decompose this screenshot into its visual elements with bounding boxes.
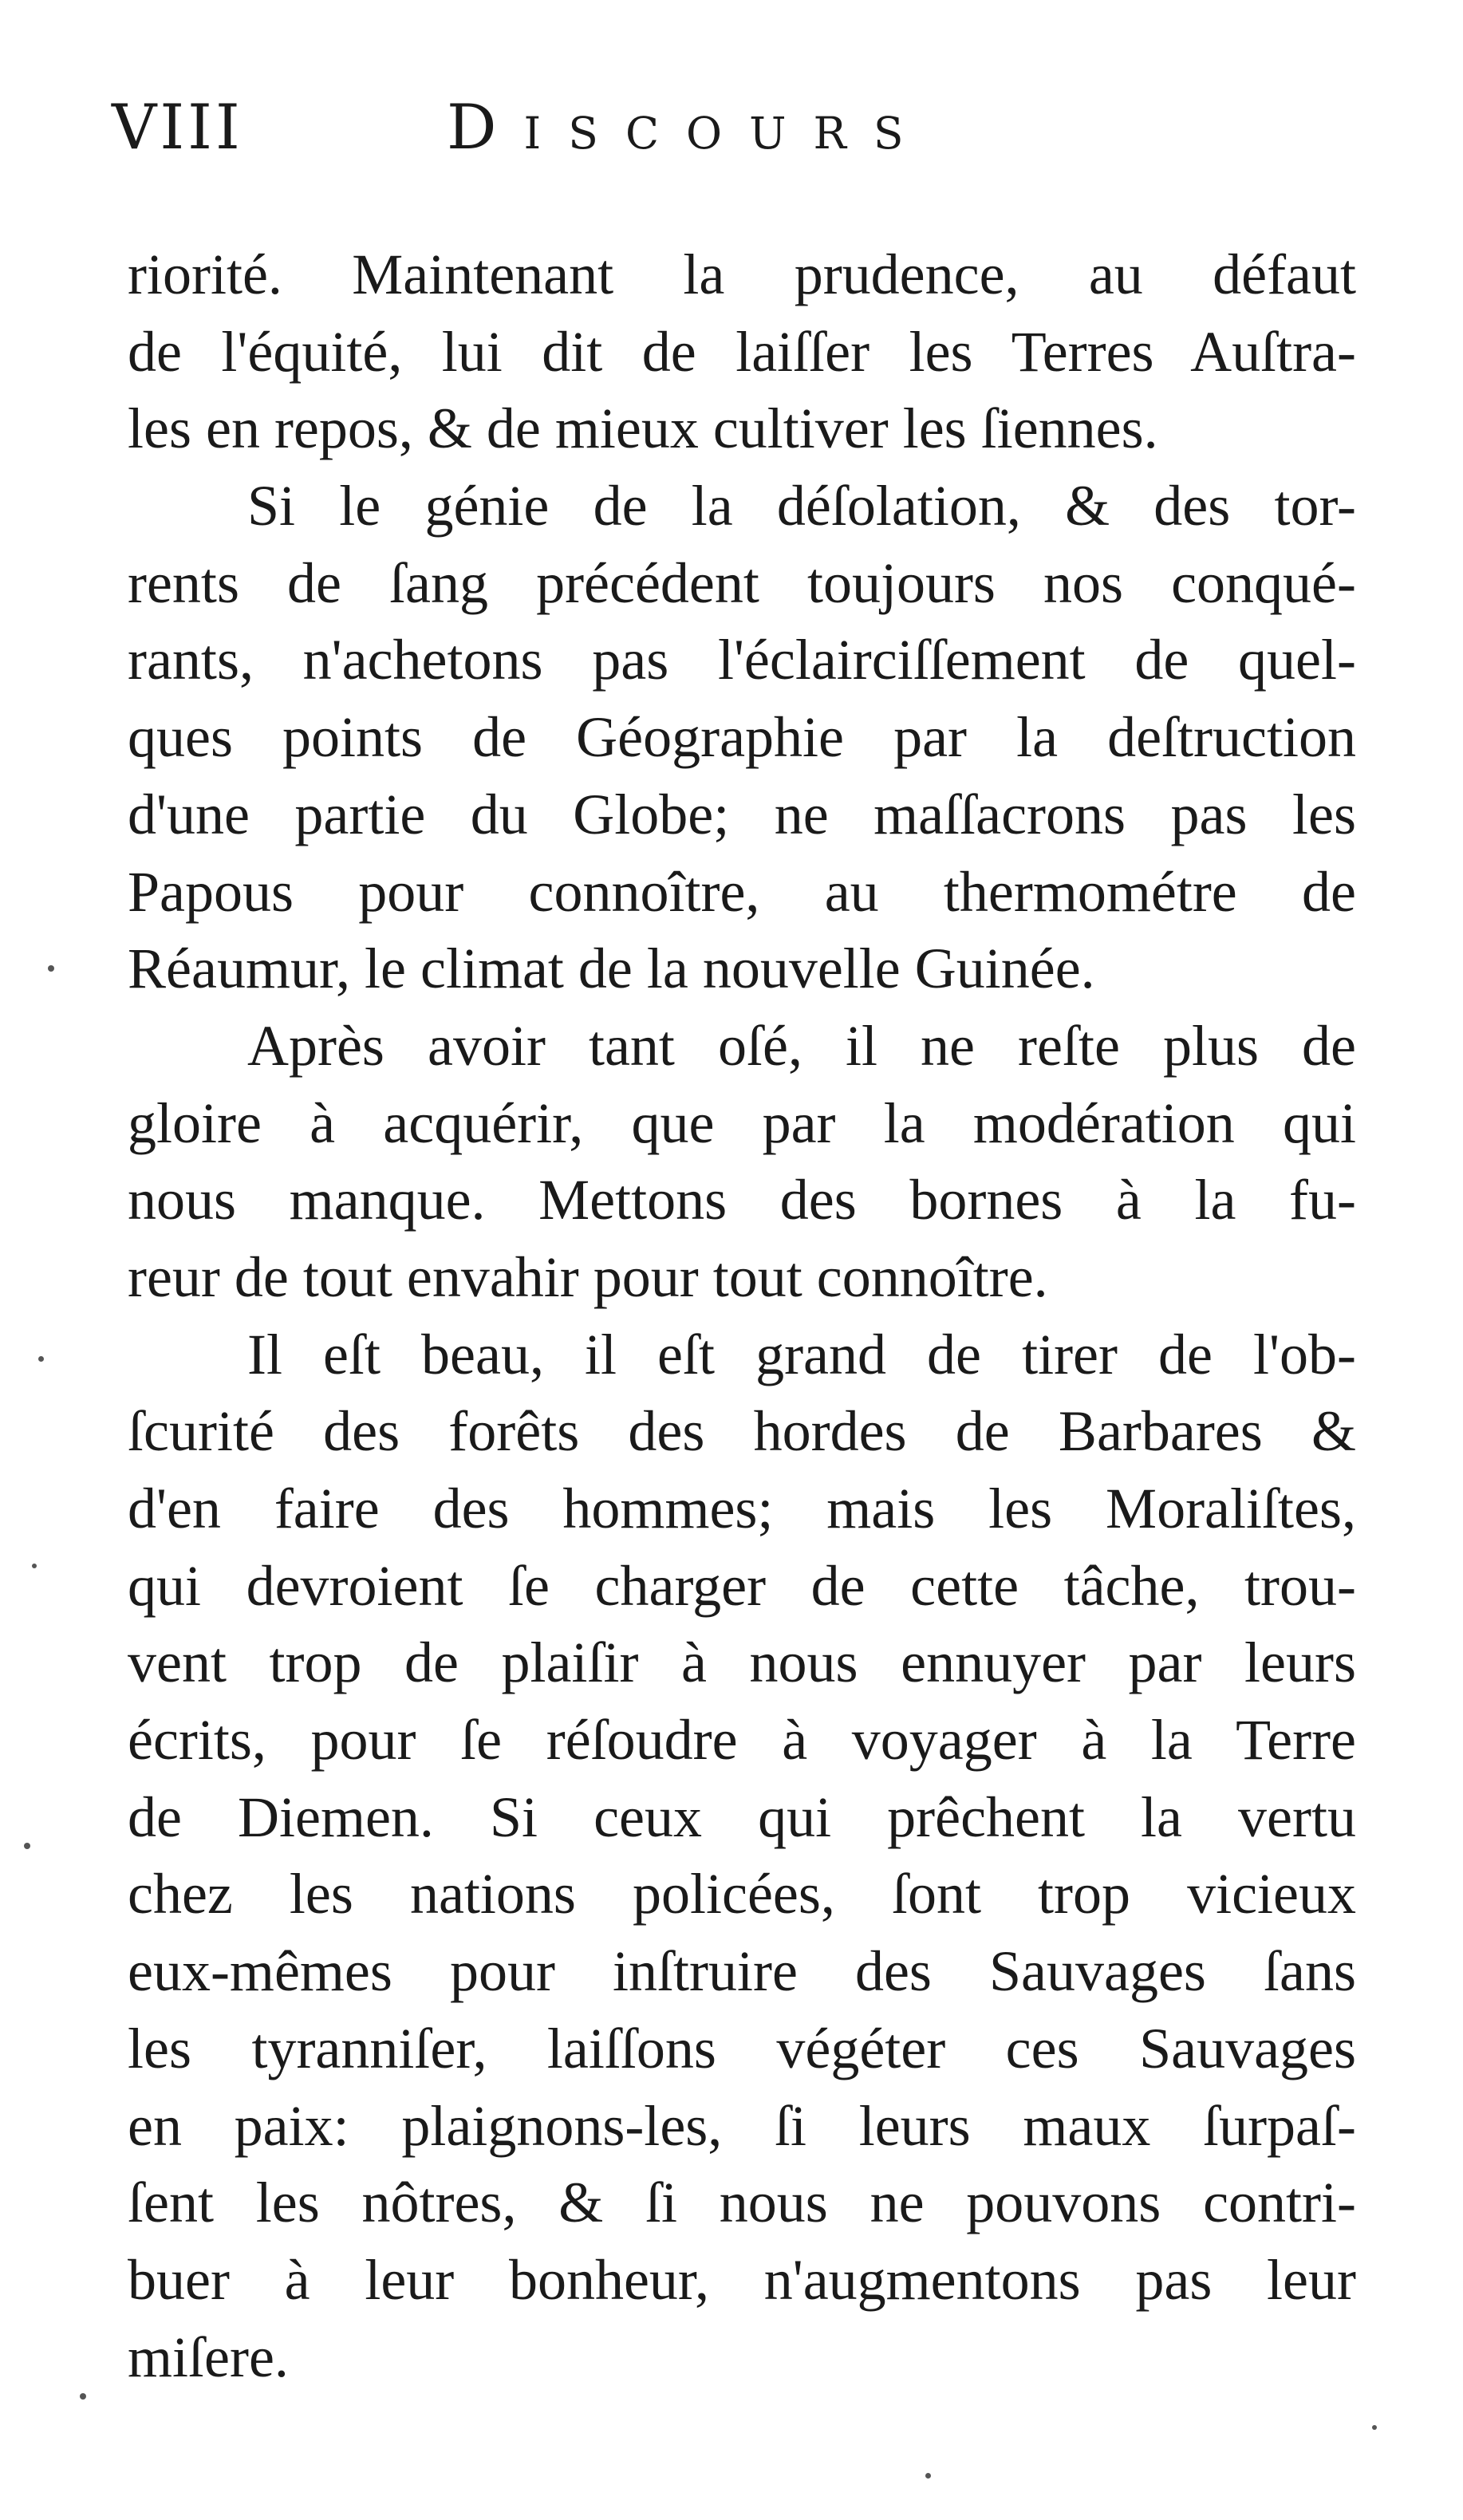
- paragraph-continuation: [128, 236, 1356, 467]
- ink-speck: [80, 2393, 86, 2400]
- text-line: gloire à acquérir, que par la modération qui: [128, 1090, 1356, 1155]
- paragraph-moderation: [128, 1008, 1356, 1316]
- text-line: Si le génie de la déſolation, & des tor-: [247, 474, 1356, 538]
- text-line: en paix: plaignons-les, ſi leurs maux ſurpaſ-: [128, 2093, 1356, 2158]
- text-line: nous manque. Mettons des bornes à la fu-: [128, 1168, 1356, 1232]
- text-line: Il eſt beau, il eſt grand de tirer de l'ob-: [247, 1322, 1356, 1386]
- paragraph-desolation: [128, 467, 1356, 1008]
- paragraph-moralists: [128, 1316, 1356, 2396]
- ink-speck: [24, 1843, 30, 1849]
- text-line: Papous pour connoître, au thermométre de: [128, 859, 1356, 924]
- text-line: riorité. Maintenant la prudence, au défaut: [128, 243, 1356, 306]
- ink-speck: [38, 1356, 44, 1362]
- ink-speck: [925, 2473, 931, 2479]
- text-line: d'une partie du Globe; ne maſſacrons pas les: [128, 782, 1356, 846]
- text-line: d'en faire des hommes; mais les Moraliſtes,: [128, 1477, 1356, 1540]
- text-line: Réaumur, le climat de la nouvelle Guinée.: [128, 937, 1095, 1001]
- text-line: reur de tout envahir pour tout connoître.: [128, 1244, 1048, 1309]
- text-line: buer à leur bonheur, n'augmentons pas leur: [128, 2247, 1356, 2312]
- text-line: ques points de Géographie par la deſtruction: [128, 705, 1356, 770]
- ink-speck: [48, 965, 54, 972]
- text-line: les en repos, & de mieux cultiver les ſiennes.: [128, 396, 1158, 461]
- text-line: chez les nations policées, ſont trop vicieux: [128, 1862, 1356, 1926]
- page-number: VIII: [112, 92, 243, 164]
- body-text: [128, 236, 1356, 2396]
- text-line: écrits, pour ſe réſoudre à voyager à la Terre: [128, 1708, 1356, 1773]
- text-line: les tyranniſer, laiſſons végéter ces Sauvages: [128, 2016, 1356, 2080]
- text-line: Après avoir tant oſé, il ne reſte plus de: [247, 1013, 1356, 1078]
- text-line: rents de ſang précédent toujours nos conqué-: [128, 550, 1356, 615]
- text-line: ſent les nôtres, & ſi nous ne pouvons contri-: [128, 2171, 1356, 2235]
- text-line: rants, n'achetons pas l'éclairciſſement de quel-: [128, 628, 1356, 692]
- text-line: qui devroient ſe charger de cette tâche, trou-: [128, 1553, 1356, 1618]
- ink-speck: [32, 1564, 37, 1568]
- text-line: de Diemen. Si ceux qui prêchent la vertu: [128, 1785, 1356, 1849]
- ink-speck: [1372, 2425, 1377, 2430]
- running-head: Discours: [447, 92, 931, 164]
- text-line: vent trop de plaiſir à nous ennuyer par leurs: [128, 1631, 1356, 1695]
- page-header: [112, 88, 1388, 183]
- text-line: miſere.: [128, 2325, 289, 2389]
- text-line: eux-mêmes pour inſtruire des Sauvages ſans: [128, 1939, 1356, 2004]
- text-line: de l'équité, lui dit de laiſſer les Terres Auſtra-: [128, 319, 1356, 384]
- text-line: ſcurité des forêts des hordes de Barbares &: [128, 1399, 1356, 1464]
